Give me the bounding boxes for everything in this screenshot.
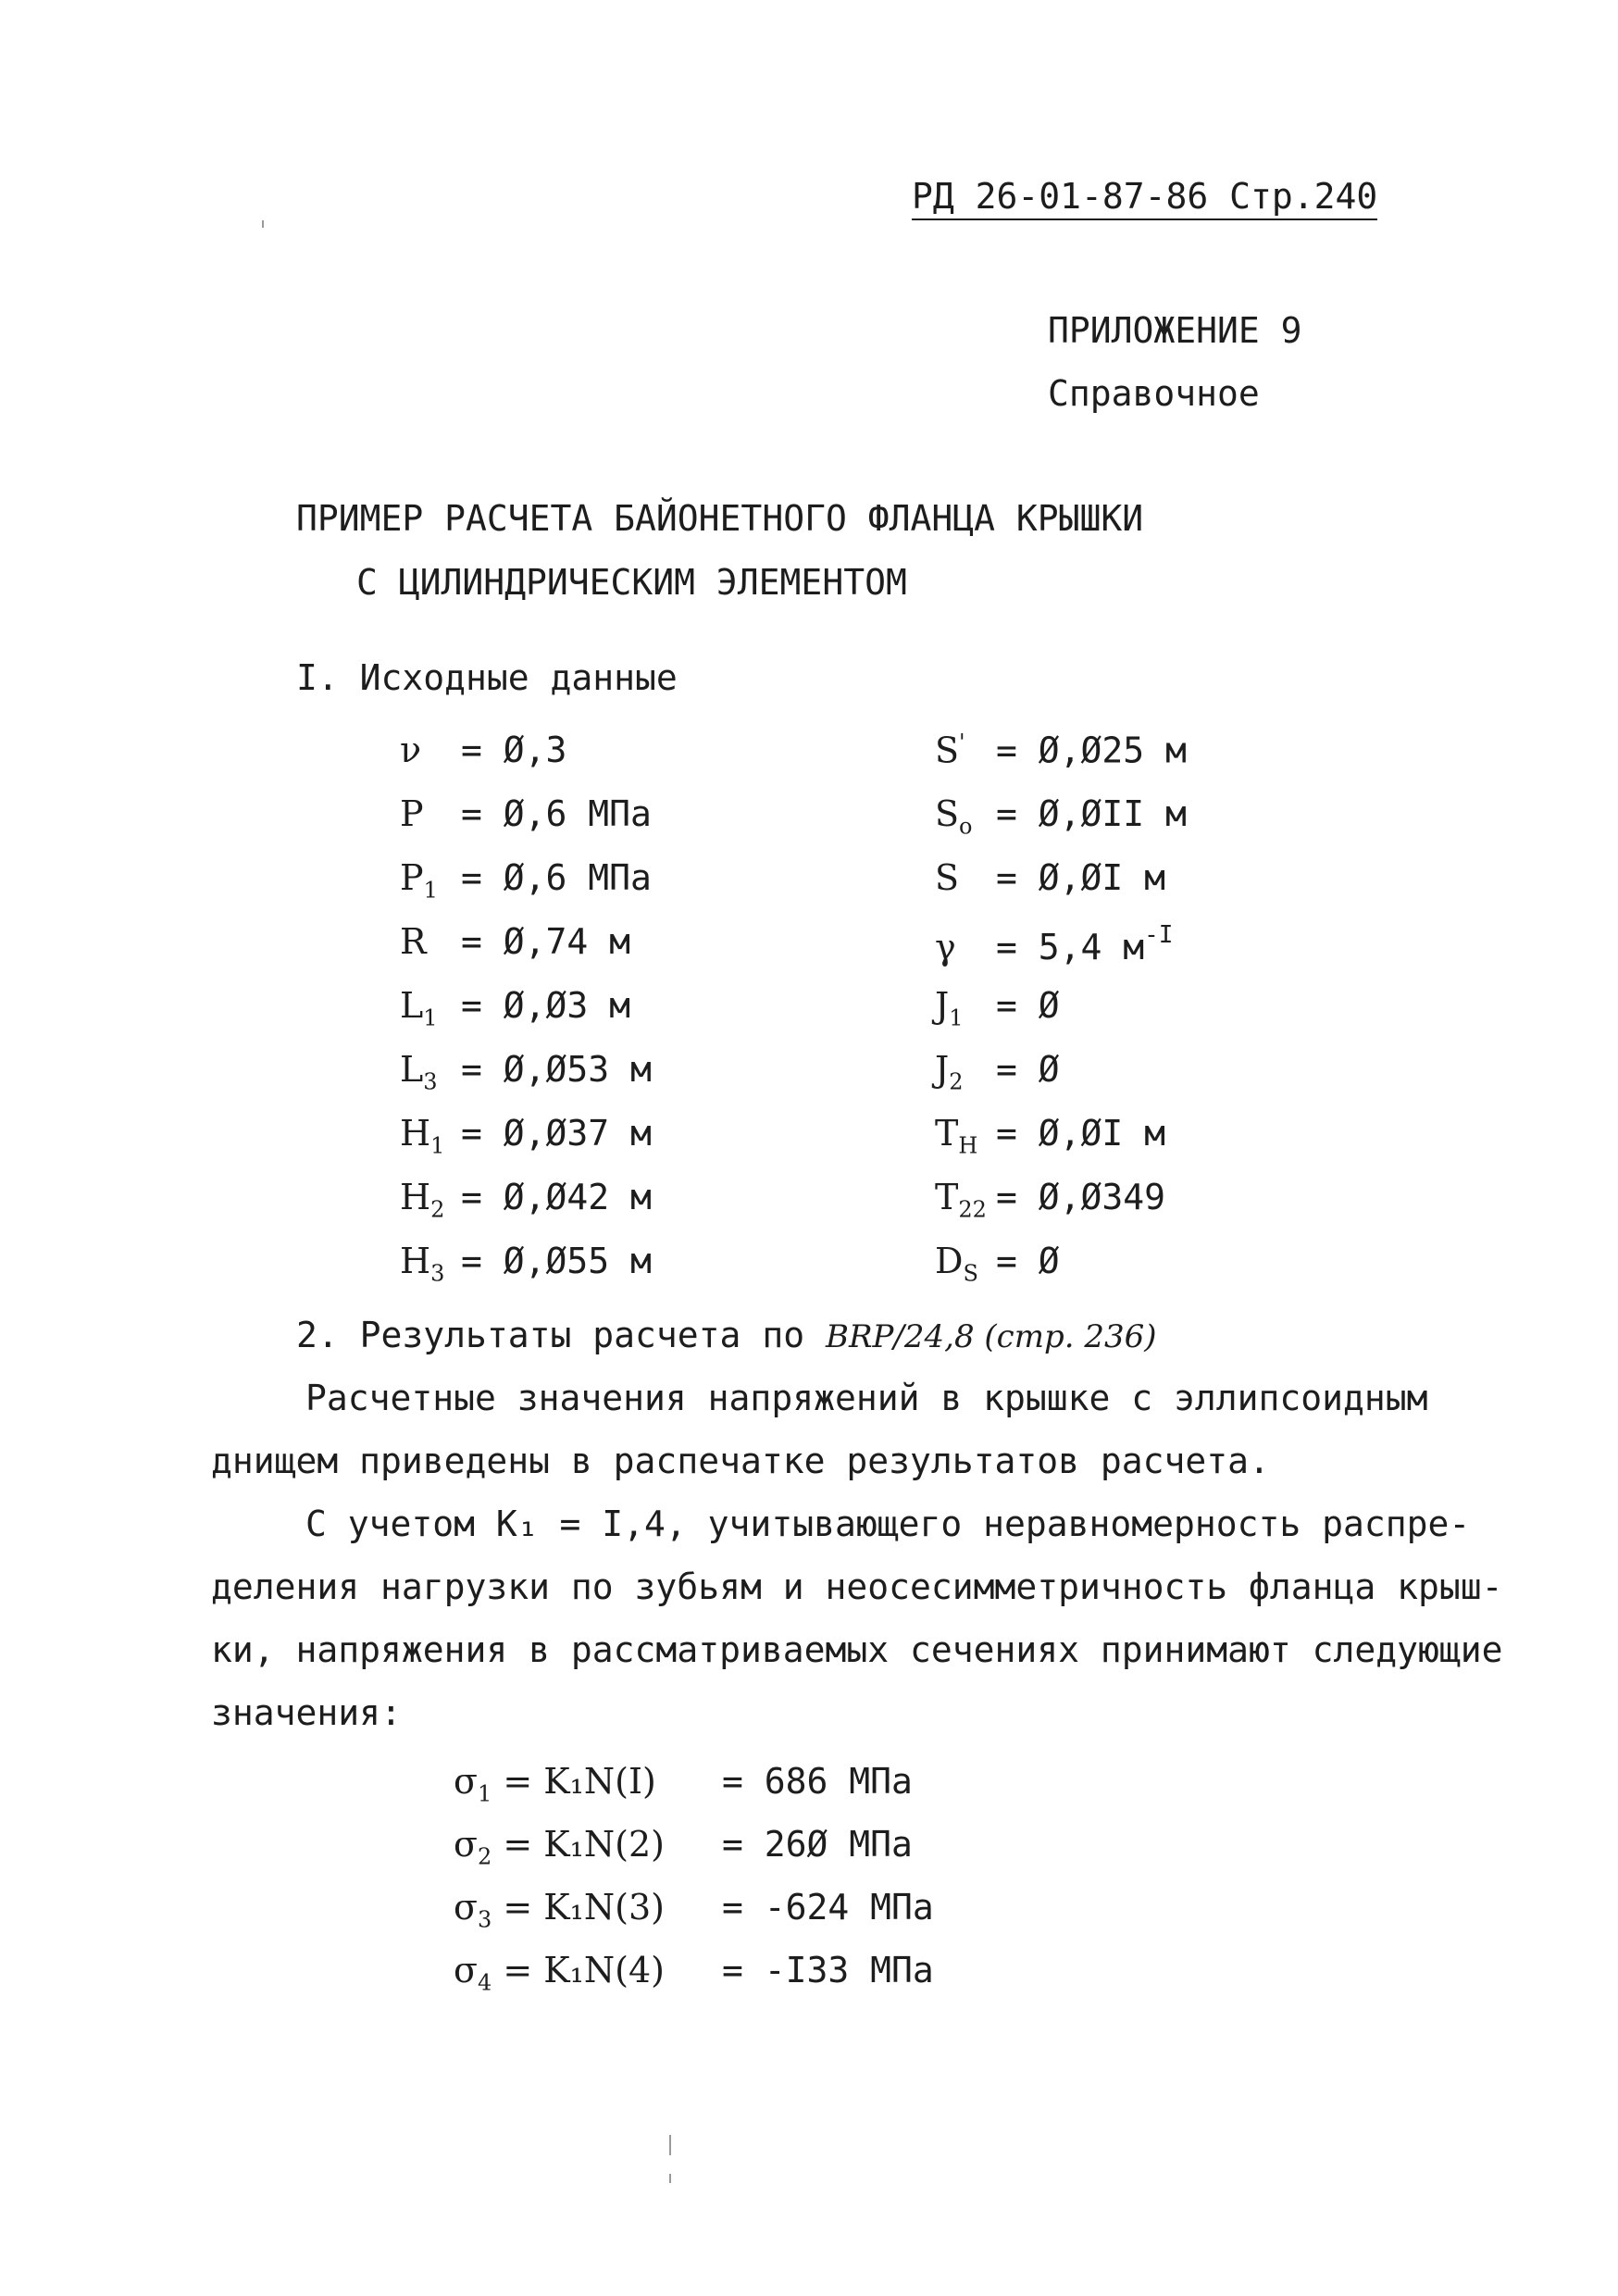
formula-sigma-1 [454, 1761, 913, 1807]
param-s [935, 857, 1165, 898]
param-symbol: γ [935, 927, 956, 967]
param-symbol: $H_1$ [400, 1113, 445, 1159]
paragraph-2-line-4: значения: [211, 1692, 402, 1733]
param-symbol: $T_{22}$ [935, 1177, 987, 1223]
param-value: = 5,4 м [996, 927, 1145, 967]
param-l1 [400, 985, 630, 1031]
param-h2 [400, 1177, 652, 1223]
param-th [935, 1113, 1165, 1159]
scan-speck [669, 2135, 671, 2155]
param-l3 [400, 1049, 652, 1095]
param-symbol: $P_1$ [400, 857, 438, 904]
section-2-heading [296, 1315, 1156, 1355]
title-line-2: С ЦИЛИНДРИЧЕСКИМ ЭЛЕМЕНТОМ [356, 562, 907, 603]
param-symbol: $D_S$ [935, 1241, 978, 1287]
param-value: = Ø,ØI м [996, 857, 1166, 898]
handwritten-reference: BRP/24,8 (стр. 236) [825, 1318, 1157, 1355]
param-symbol: $H_2$ [400, 1177, 445, 1223]
param-value: = Ø [996, 1049, 1060, 1090]
title-line-1: ПРИМЕР РАСЧЕТА БАЙОНЕТНОГО ФЛАНЦА КРЫШКИ [296, 498, 1144, 539]
param-symbol: $L_1$ [400, 985, 438, 1031]
formula-sigma-2 [454, 1824, 913, 1870]
appendix-label: ПРИЛОЖЕНИЕ 9 [1048, 310, 1302, 351]
param-symbol: $J_2$ [935, 1049, 964, 1095]
paragraph-1-line-2: днищем приведены в распечатке результатов расчета. [211, 1441, 1270, 1481]
param-symbol: $H_3$ [400, 1241, 445, 1287]
param-r [400, 921, 630, 962]
param-nu [400, 730, 566, 770]
param-value: = Ø,74 м [461, 921, 631, 962]
param-symbol: $T_H$ [935, 1113, 978, 1159]
param-value: = Ø,Ø42 м [461, 1177, 652, 1217]
param-value: = Ø,ØI м [996, 1113, 1166, 1154]
formula-value: = -624 МПа [722, 1887, 934, 1928]
param-s0 [935, 793, 1187, 840]
param-j1 [935, 985, 1060, 1031]
param-symbol: R [400, 921, 427, 962]
param-p1 [400, 857, 652, 904]
param-value: = Ø,Ø349 [996, 1177, 1166, 1217]
param-symbol: $J_1$ [935, 985, 964, 1031]
param-value: = Ø,Ø53 м [461, 1049, 652, 1090]
param-value: = Ø [996, 1241, 1060, 1281]
section-1-heading: I. Исходные данные [296, 657, 678, 698]
param-symbol: ν [400, 730, 422, 770]
document-code: РД 26-01-87-86 Стр.240 [912, 176, 1377, 220]
formula-value: = -I33 МПа [722, 1950, 934, 1990]
param-symbol: S [935, 857, 960, 898]
paragraph-2-line-1: С учетом K₁ = I,4, учитывающего неравномерность распре- [305, 1504, 1471, 1544]
param-ds [935, 1241, 1060, 1287]
param-h3 [400, 1241, 652, 1287]
formula-value: = 26Ø МПа [722, 1824, 913, 1865]
param-value: = Ø,Ø3 м [461, 985, 631, 1026]
param-t22 [935, 1177, 1165, 1223]
formula-sigma-4 [454, 1950, 934, 1996]
formula-lhs: $\sigma_1 = K_1N(I)$ [454, 1761, 656, 1807]
param-s-prime [935, 730, 1187, 771]
param-exponent: -I [1144, 921, 1174, 949]
scan-speck [669, 2174, 671, 2183]
param-value: = Ø,Ø37 м [461, 1113, 652, 1154]
param-p [400, 793, 652, 834]
param-value: = Ø,3 [461, 730, 567, 770]
formula-lhs: $\sigma_4 = K_1N(4)$ [454, 1950, 665, 1996]
param-j2 [935, 1049, 1060, 1095]
formula-value: = 686 МПа [722, 1761, 913, 1802]
paragraph-2-line-3: ки, напряжения в рассматриваемых сечениях принимают следующие [211, 1629, 1503, 1670]
param-value: = Ø,Ø55 м [461, 1241, 652, 1281]
param-value: = Ø,6 МПа [461, 793, 652, 834]
param-symbol: $S_o$ [935, 793, 973, 840]
param-value: = Ø,6 МПа [461, 857, 652, 898]
section-2-heading-text: 2. Результаты расчета по [296, 1315, 805, 1355]
param-symbol: P [400, 793, 424, 834]
param-h1 [400, 1113, 652, 1159]
formula-lhs: $\sigma_3 = K_1N(3)$ [454, 1887, 665, 1933]
scan-speck [262, 220, 264, 228]
paragraph-1-line-1: Расчетные значения напряжений в крышке с эллипсоидным [305, 1378, 1428, 1418]
param-gamma [935, 921, 1173, 967]
param-symbol: $L_3$ [400, 1049, 438, 1095]
param-value: = Ø [996, 985, 1060, 1026]
paragraph-2-line-2: деления нагрузки по зубьям и неосесимметричность фланца крыш- [211, 1566, 1503, 1607]
formula-sigma-3 [454, 1887, 934, 1933]
appendix-type: Справочное [1048, 373, 1260, 414]
formula-lhs: $\sigma_2 = K_1N(2)$ [454, 1824, 665, 1870]
param-value: = Ø,ØII м [996, 793, 1187, 834]
param-value: = Ø,Ø25 м [996, 730, 1187, 771]
param-symbol: S' [935, 730, 965, 771]
